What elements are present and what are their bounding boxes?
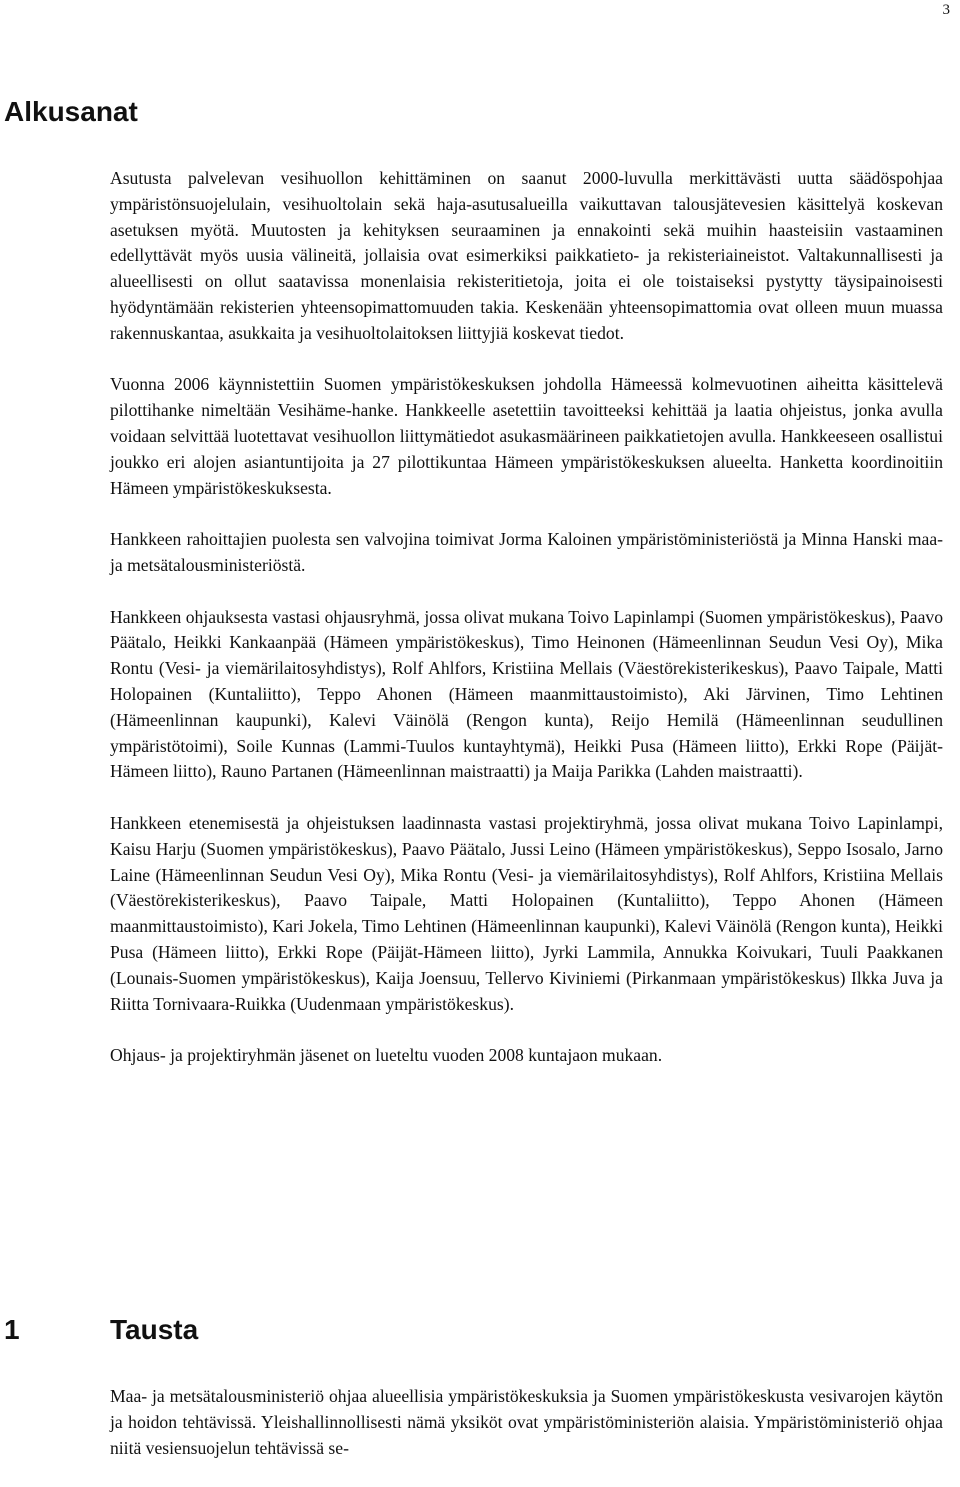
paragraph-6: Ohjaus- ja projektiryhmän jäsenet on lueteltu vuoden 2008 kuntajaon mukaan. [110,1045,663,1066]
heading-alkusanat: Alkusanat [4,96,138,127]
section-title: Tausta [110,1314,199,1345]
section-number: 1 [4,1314,20,1345]
preface-body [110,166,943,1095]
paragraph-4: Hankkeen ohjauksesta vastasi ohjausryhmä, jossa olivat mukana Toivo Lapinlampi (Suomen ympäristökeskus), Paavo Päätalo, Heikki Kankaanpää (Hämeen ympäristökeskus), Timo Heinonen (Hämeenlinnan Seudun Vesi Oy), Mika Rontu (Vesi- ja viemärilaitosyhdistys), Rolf Ahlfors, Kristiina Mellais (Väestörekisterikeskus), Paavo Taipale, Matti Holopainen (Kuntaliitto), Teppo Ahonen (Hämeen maanmittaustoimisto), Aki Järvinen, Timo Lehtinen (Hämeenlinnan kaupunki), Kalevi Väinölä (Rengon kunta), Reijo Hemilä (Hämeenlinnan seudullinen ympäristötoimi), Soile Kunnas (Lammi-Tuulos kuntayhtymä), Heikki Pusa (Hämeen liitto), Erkki Rope (Päijät-Hämeen liitto), Rauno Partanen (Hämeenlinnan maistraatti) ja Maija Parikka (Lahden maistraatti). [110,606,943,782]
page-number: 3 [942,2,950,18]
heading-tausta [4,1312,404,1348]
paragraph-3: Hankkeen rahoittajien puolesta sen valvojina toimivat Jorma Kaloinen ympäristöministeriöstä ja Minna Hanski maa- ja metsätalousministeriöstä. [110,529,943,575]
tausta-paragraph: Maa- ja metsätalousministeriö ohjaa alueellisia ympäristökeskuksia ja Suomen ympäristökeskusta vesivarojen käytön ja hoidon tehtävissä. Yleishallinnollisesti nämä yksiköt ovat ympäristöministeriön alaisia. Ympäristöministeriö ohjaa niitä vesiensuojelun tehtävissä se- [110,1386,943,1458]
tausta-body [110,1384,943,1487]
paragraph-2: Vuonna 2006 käynnistettiin Suomen ympäristökeskuksen johdolla Hämeessä kolmevuotinen aiheitta käsittelevä pilottihanke nimeltään Vesihäme-hanke. Hankkeelle asetettiin tavoitteeksi kehittää ja laatia ohjeistus, jonka avulla voidaan selvittää luotettavat vesihuollon liittymätiedot asukasmäärineen paikkatietojen avulla. Hankkeeseen osallistui joukko eri alojen asiantuntijoita ja 27 pilottikuntaa Hämeen ympäristökeskuksen alueelta. Hanketta koordinoitiin Hämeen ympäristökeskuksesta. [110,374,943,498]
paragraph-5: Hankkeen etenemisestä ja ohjeistuksen laadinnasta vastasi projektiryhmä, jossa olivat mukana Toivo Lapinlampi, Kaisu Harju (Suomen ympäristökeskus), Paavo Päätalo, Jussi Leino (Hämeen ympäristökeskus), Seppo Isosalo, Jarno Laine (Hämeenlinnan Seudun Vesi Oy), Mika Rontu (Vesi- ja viemärilaitosyhdistys), Rolf Ahlfors, Kristiina Mellais (Väestörekisterikeskus), Paavo Taipale, Matti Holopainen (Kuntaliitto), Teppo Ahonen (Hämeen maanmittaustoimisto), Kari Jokela, Timo Lehtinen (Hämeenlinnan kaupunki), Kalevi Väinölä (Rengon kunta), Heikki Pusa (Hämeen liitto), Erkki Rope (Päijät-Hämeen liitto), Jyrki Lammila, Annukka Koivukari, Tuuli Paakkanen (Lounais-Suomen ympäristökeskus), Kaija Joensuu, Tellervo Kiviniemi (Pirkanmaan ympäristökeskus) Ilkka Juva ja Riitta Tornivaara-Ruikka (Uudenmaan ympäristökeskus). [110,812,943,1014]
paragraph-1: Asutusta palvelevan vesihuollon kehittäminen on saanut 2000-luvulla merkittävästi uutta säädöspohjaa ympäristönsuojelulain, vesihuoltolain sekä haja-asutusalueilla vaikuttavan talousjätevesien käsittelyä koskevan asetuksen myötä. Muutosten ja kehityksen seuraaminen ja ennakointi sekä muihin haasteisiin vastaaminen edellyttävät myös uusia välineitä, jollaisia ovat esimerkiksi paikkatieto- ja rekisteriaineistot. Valtakunnallisesti ja alueellisesti on ollut saatavissa monenlaisia rekisteritietoja, joita ei ole toistaiseksi pystytty täysipainoisesti hyödyntämään rekisterien yhteensopimattomuuden takia. Keskenään yhteensopimattomia ovat olleen muun muassa rakennuskantaa, asukkaita ja vesihuoltolaitoksen liittyjiä koskevat tiedot. [110,168,943,343]
